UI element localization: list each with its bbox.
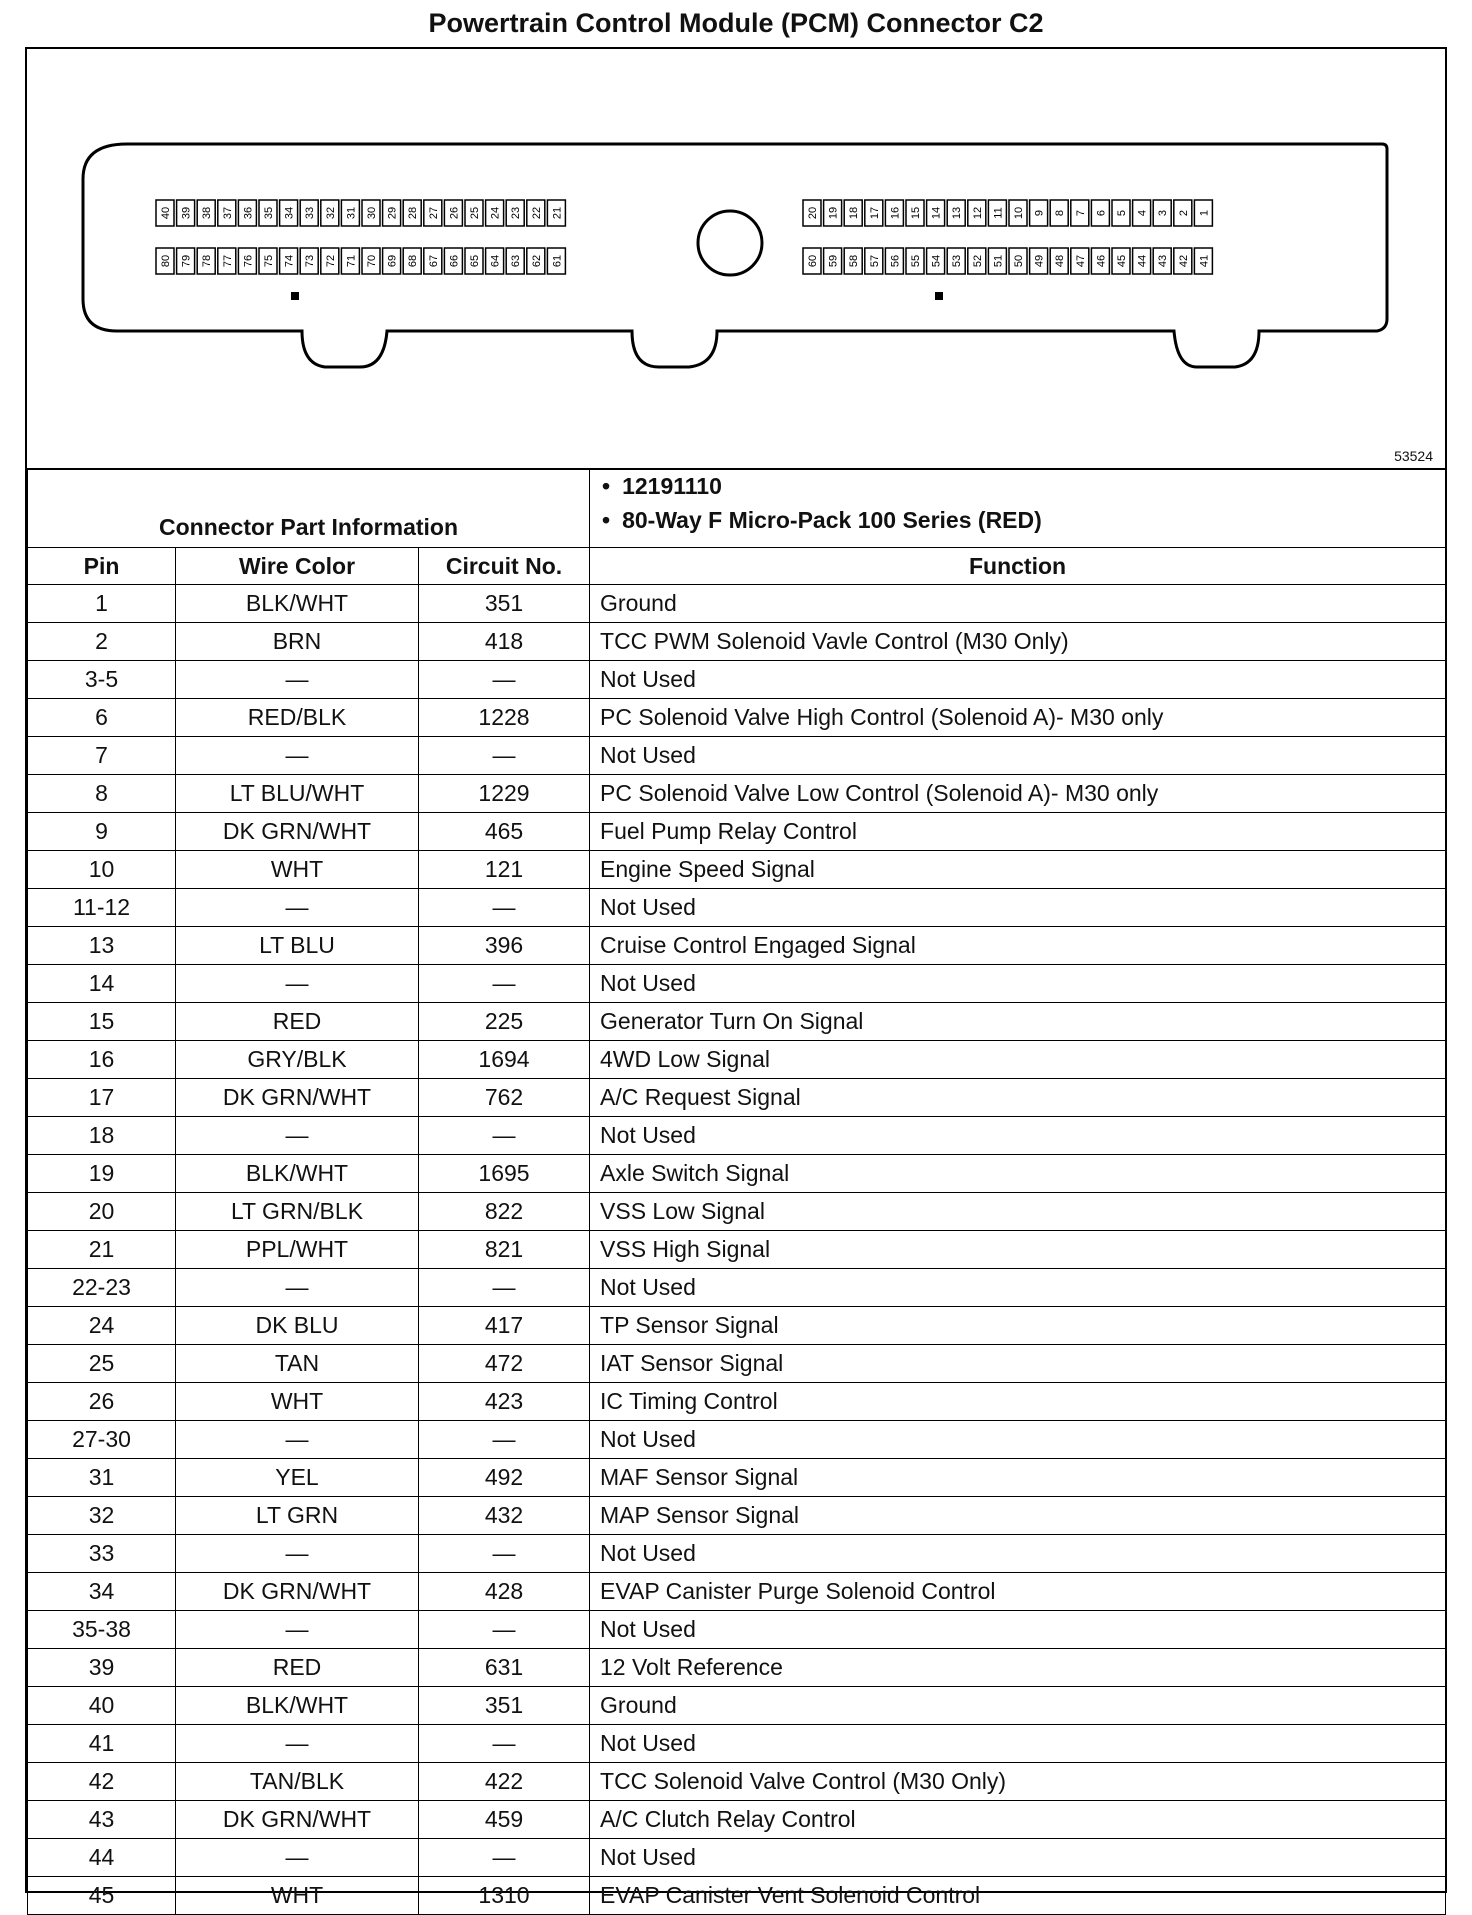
pin-number-label: 28: [407, 206, 420, 220]
table-row: [28, 927, 1446, 965]
table-row: [28, 1687, 1446, 1725]
circuit-cell: —: [419, 965, 590, 1003]
pin-number-label: 52: [971, 254, 984, 268]
wire-color-cell: GRY/BLK: [176, 1041, 419, 1079]
pin-cell: 15: [28, 1003, 176, 1041]
pin-number-label: 73: [304, 254, 317, 268]
wire-color-cell: LT GRN/BLK: [176, 1193, 419, 1231]
pin-number-label: 37: [221, 206, 234, 220]
wire-color-cell: BLK/WHT: [176, 1155, 419, 1193]
pin-number-label: 77: [221, 254, 234, 268]
pin-cell: 24: [28, 1307, 176, 1345]
pin-cell: 19: [28, 1155, 176, 1193]
function-cell: Not Used: [590, 1535, 1446, 1573]
circuit-cell: 225: [419, 1003, 590, 1041]
wire-color-cell: —: [176, 1421, 419, 1459]
connector-sheet: [25, 47, 1447, 1908]
circuit-cell: 472: [419, 1345, 590, 1383]
wire-color-cell: LT BLU: [176, 927, 419, 965]
circuit-cell: 396: [419, 927, 590, 965]
pin-number-label: 44: [1136, 254, 1149, 268]
function-cell: Generator Turn On Signal: [590, 1003, 1446, 1041]
table-row: [28, 1649, 1446, 1687]
function-cell: 4WD Low Signal: [590, 1041, 1446, 1079]
pin-cell: 3-5: [28, 661, 176, 699]
circuit-cell: 821: [419, 1231, 590, 1269]
pin-cell: 32: [28, 1497, 176, 1535]
pin-number-label: 10: [1013, 206, 1025, 220]
circuit-cell: 121: [419, 851, 590, 889]
connector-diagram: [27, 49, 1445, 470]
pin-cell: 1: [28, 585, 176, 623]
table-row: [28, 1839, 1446, 1877]
function-cell: A/C Clutch Relay Control: [590, 1801, 1446, 1839]
part-info-label: Connector Part Information: [28, 469, 590, 548]
table-row: [28, 623, 1446, 661]
pin-cell: 43: [28, 1801, 176, 1839]
pin-number-label: 6: [1095, 209, 1108, 217]
function-cell: TCC PWM Solenoid Vavle Control (M30 Only): [590, 623, 1446, 661]
function-cell: Not Used: [590, 661, 1446, 699]
function-cell: EVAP Canister Purge Solenoid Control: [590, 1573, 1446, 1611]
pin-number-label: 19: [827, 206, 840, 220]
pin-cell: 18: [28, 1117, 176, 1155]
pin-number-label: 78: [201, 254, 214, 268]
wire-color-cell: —: [176, 737, 419, 775]
circuit-cell: 418: [419, 623, 590, 661]
connector-face-drawing: [27, 49, 1445, 468]
pin-cell: 27-30: [28, 1421, 176, 1459]
circuit-cell: 465: [419, 813, 590, 851]
pinout-table: [27, 468, 1446, 1915]
table-row: [28, 965, 1446, 1003]
wire-color-cell: —: [176, 1269, 419, 1307]
circuit-cell: —: [419, 1269, 590, 1307]
pin-number-label: 38: [201, 206, 214, 220]
table-row: [28, 737, 1446, 775]
pin-number-label: 23: [510, 206, 523, 220]
pin-cell: 22-23: [28, 1269, 176, 1307]
key-marker-left: [291, 292, 299, 300]
circuit-cell: 1694: [419, 1041, 590, 1079]
pin-number-label: 61: [551, 254, 564, 268]
table-row: [28, 1003, 1446, 1041]
page-title: Powertrain Control Module (PCM) Connector C2: [428, 8, 1044, 38]
function-cell: Engine Speed Signal: [590, 851, 1446, 889]
wire-color-cell: —: [176, 661, 419, 699]
circuit-cell: —: [419, 889, 590, 927]
pin-number-label: 33: [304, 206, 317, 220]
pin-number-label: 58: [848, 254, 861, 268]
pin-cell: 11-12: [28, 889, 176, 927]
table-row: [28, 1079, 1446, 1117]
wire-color-cell: —: [176, 1117, 419, 1155]
table-row: [28, 585, 1446, 623]
circuit-cell: —: [419, 1117, 590, 1155]
pin-number-label: 69: [386, 254, 399, 268]
function-cell: IAT Sensor Signal: [590, 1345, 1446, 1383]
table-row: [28, 775, 1446, 813]
pin-number-label: 25: [469, 206, 481, 220]
pin-cell: 6: [28, 699, 176, 737]
function-cell: Not Used: [590, 1117, 1446, 1155]
key-marker-right: [935, 292, 943, 300]
wire-color-cell: WHT: [176, 1877, 419, 1915]
pin-number-label: 53: [951, 254, 964, 268]
pin-number-label: 72: [324, 254, 337, 268]
pin-number-label: 31: [345, 206, 358, 220]
wire-color-cell: DK GRN/WHT: [176, 1801, 419, 1839]
table-row: [28, 1877, 1446, 1915]
pin-number-label: 66: [448, 254, 461, 268]
pin-cell: 26: [28, 1383, 176, 1421]
pin-number-label: 80: [160, 254, 172, 268]
pin-number-label: 65: [469, 254, 481, 268]
pin-cell: 8: [28, 775, 176, 813]
circuit-cell: —: [419, 1611, 590, 1649]
pin-cell: 7: [28, 737, 176, 775]
pin-number-label: 45: [1116, 254, 1128, 268]
function-cell: Not Used: [590, 1269, 1446, 1307]
wire-color-cell: —: [176, 1611, 419, 1649]
wire-color-cell: —: [176, 889, 419, 927]
circuit-cell: 428: [419, 1573, 590, 1611]
circuit-cell: 459: [419, 1801, 590, 1839]
pin-number-label: 30: [366, 206, 378, 220]
pin-cell: 42: [28, 1763, 176, 1801]
wire-color-cell: RED: [176, 1649, 419, 1687]
table-row: [28, 1421, 1446, 1459]
header-pin: Pin: [28, 548, 176, 585]
pin-number-label: 51: [992, 254, 1005, 268]
function-cell: PC Solenoid Valve Low Control (Solenoid A)- M30 only: [590, 775, 1446, 813]
pin-number-label: 64: [489, 254, 502, 268]
table-row: [28, 813, 1446, 851]
part-info-values: [590, 469, 1446, 548]
pin-cell: 2: [28, 623, 176, 661]
table-row: [28, 1573, 1446, 1611]
figure-number: 53524: [1394, 448, 1433, 464]
wire-color-cell: BLK/WHT: [176, 1687, 419, 1725]
function-cell: TP Sensor Signal: [590, 1307, 1446, 1345]
pin-cell: 35-38: [28, 1611, 176, 1649]
pin-number-label: 34: [283, 206, 296, 220]
pin-number-label: 47: [1074, 254, 1087, 268]
wire-color-cell: YEL: [176, 1459, 419, 1497]
pin-cell: 34: [28, 1573, 176, 1611]
wire-color-cell: TAN: [176, 1345, 419, 1383]
pin-number-label: 42: [1177, 254, 1190, 268]
pin-number-label: 70: [366, 254, 378, 268]
wire-color-cell: PPL/WHT: [176, 1231, 419, 1269]
function-cell: Cruise Control Engaged Signal: [590, 927, 1446, 965]
table-row: [28, 1535, 1446, 1573]
pin-number-label: 40: [160, 206, 172, 220]
circuit-cell: 1310: [419, 1877, 590, 1915]
circuit-cell: 822: [419, 1193, 590, 1231]
pin-number-label: 35: [263, 206, 275, 220]
part-description: • 80-Way F Micro-Pack 100 Series (RED): [624, 503, 1445, 537]
function-cell: A/C Request Signal: [590, 1079, 1446, 1117]
pin-number-label: 20: [807, 206, 819, 220]
pin-number-label: 5: [1116, 209, 1128, 217]
pin-number-label: 9: [1033, 209, 1046, 217]
pin-number-label: 67: [427, 254, 440, 268]
table-row: [28, 1231, 1446, 1269]
wire-color-cell: DK GRN/WHT: [176, 1573, 419, 1611]
table-row: [28, 661, 1446, 699]
table-row: [28, 1611, 1446, 1649]
header-row: [28, 548, 1446, 585]
wire-color-cell: RED/BLK: [176, 699, 419, 737]
pin-number-label: 55: [910, 254, 922, 268]
pin-cell: 31: [28, 1459, 176, 1497]
circuit-cell: 423: [419, 1383, 590, 1421]
pin-number-label: 11: [992, 207, 1005, 219]
pin-cell: 39: [28, 1649, 176, 1687]
pin-number-label: 71: [345, 254, 358, 268]
wire-color-cell: RED: [176, 1003, 419, 1041]
pin-cell: 33: [28, 1535, 176, 1573]
function-cell: Not Used: [590, 737, 1446, 775]
circuit-cell: 1229: [419, 775, 590, 813]
pin-number-label: 54: [930, 254, 943, 268]
pin-number-label: 48: [1054, 254, 1067, 268]
circuit-cell: 1695: [419, 1155, 590, 1193]
pin-number-label: 56: [889, 254, 902, 268]
table-row: [28, 1155, 1446, 1193]
pin-number-label: 21: [551, 206, 564, 220]
pin-number-label: 12: [971, 206, 984, 220]
pin-cell: 20: [28, 1193, 176, 1231]
pin-number-label: 43: [1157, 254, 1170, 268]
wire-color-cell: —: [176, 1535, 419, 1573]
function-cell: VSS High Signal: [590, 1231, 1446, 1269]
pin-number-label: 4: [1136, 209, 1149, 217]
pin-cell: 13: [28, 927, 176, 965]
pin-cell: 40: [28, 1687, 176, 1725]
function-cell: Ground: [590, 1687, 1446, 1725]
function-cell: Not Used: [590, 1839, 1446, 1877]
function-cell: Not Used: [590, 1611, 1446, 1649]
pin-cell: 14: [28, 965, 176, 1003]
pin-number-label: 18: [848, 206, 861, 220]
circuit-cell: 417: [419, 1307, 590, 1345]
table-row: [28, 699, 1446, 737]
pin-number-label: 60: [807, 254, 819, 268]
pin-number-label: 3: [1157, 209, 1170, 217]
function-cell: Axle Switch Signal: [590, 1155, 1446, 1193]
pin-number-label: 2: [1177, 209, 1190, 217]
wire-color-cell: WHT: [176, 851, 419, 889]
header-circuit: Circuit No.: [419, 548, 590, 585]
circuit-cell: —: [419, 1421, 590, 1459]
function-cell: MAP Sensor Signal: [590, 1497, 1446, 1535]
pin-number-label: 27: [427, 206, 440, 220]
table-row: [28, 1307, 1446, 1345]
pin-number-label: 49: [1033, 254, 1046, 268]
wire-color-cell: DK GRN/WHT: [176, 1079, 419, 1117]
wire-color-cell: —: [176, 1725, 419, 1763]
pin-number-label: 7: [1074, 209, 1087, 217]
table-row: [28, 1497, 1446, 1535]
table-row: [28, 1383, 1446, 1421]
wire-color-cell: WHT: [176, 1383, 419, 1421]
pin-number-label: 59: [827, 254, 840, 268]
circuit-cell: 351: [419, 1687, 590, 1725]
function-cell: Ground: [590, 585, 1446, 623]
table-row: [28, 889, 1446, 927]
pin-number-label: 16: [889, 206, 902, 220]
table-row: [28, 1725, 1446, 1763]
header-wire-color: Wire Color: [176, 548, 419, 585]
wire-color-cell: BRN: [176, 623, 419, 661]
circuit-cell: 492: [419, 1459, 590, 1497]
function-cell: TCC Solenoid Valve Control (M30 Only): [590, 1763, 1446, 1801]
pin-number-label: 57: [868, 254, 881, 268]
pin-number-label: 68: [407, 254, 420, 268]
pin-cell: 21: [28, 1231, 176, 1269]
wire-color-cell: DK BLU: [176, 1307, 419, 1345]
function-cell: VSS Low Signal: [590, 1193, 1446, 1231]
part-info-row: [28, 469, 1446, 548]
pin-number-label: 32: [324, 206, 337, 220]
pin-number-label: 15: [910, 206, 922, 220]
wire-color-cell: LT BLU/WHT: [176, 775, 419, 813]
pin-number-label: 17: [868, 206, 881, 220]
circuit-cell: —: [419, 1725, 590, 1763]
pin-number-label: 62: [530, 254, 543, 268]
function-cell: PC Solenoid Valve High Control (Solenoid A)- M30 only: [590, 699, 1446, 737]
pin-number-label: 36: [242, 206, 255, 220]
pin-cell: 16: [28, 1041, 176, 1079]
table-row: [28, 1269, 1446, 1307]
function-cell: EVAP Canister Vent Solenoid Control: [590, 1877, 1446, 1915]
circuit-cell: 351: [419, 585, 590, 623]
table-row: [28, 1193, 1446, 1231]
circuit-cell: 432: [419, 1497, 590, 1535]
pin-number-label: 63: [510, 254, 523, 268]
circuit-cell: 762: [419, 1079, 590, 1117]
function-cell: Not Used: [590, 1421, 1446, 1459]
function-cell: 12 Volt Reference: [590, 1649, 1446, 1687]
pin-cell: 17: [28, 1079, 176, 1117]
header-function: Function: [590, 548, 1446, 585]
wire-color-cell: DK GRN/WHT: [176, 813, 419, 851]
pin-cell: 45: [28, 1877, 176, 1915]
function-cell: MAF Sensor Signal: [590, 1459, 1446, 1497]
function-cell: IC Timing Control: [590, 1383, 1446, 1421]
pin-cell: 41: [28, 1725, 176, 1763]
table-row: [28, 1763, 1446, 1801]
circuit-cell: —: [419, 1535, 590, 1573]
table-row: [28, 1345, 1446, 1383]
pin-number-label: 46: [1095, 254, 1108, 268]
pin-cell: 44: [28, 1839, 176, 1877]
pin-number-label: 41: [1198, 254, 1211, 268]
pin-number-label: 22: [530, 206, 543, 220]
table-row: [28, 1041, 1446, 1079]
pin-number-label: 74: [283, 254, 296, 268]
pin-number-label: 24: [489, 206, 502, 220]
pin-number-label: 14: [930, 206, 943, 220]
pin-cell: 9: [28, 813, 176, 851]
wire-color-cell: —: [176, 1839, 419, 1877]
pin-number-label: 39: [180, 206, 193, 220]
pin-number-label: 79: [180, 254, 193, 268]
function-cell: Not Used: [590, 965, 1446, 1003]
function-cell: Not Used: [590, 1725, 1446, 1763]
pin-number-label: 76: [242, 254, 255, 268]
wire-color-cell: —: [176, 965, 419, 1003]
table-row: [28, 1459, 1446, 1497]
part-number: • 12191110: [624, 469, 1445, 503]
center-post-circle: [698, 211, 762, 275]
wire-color-cell: TAN/BLK: [176, 1763, 419, 1801]
circuit-cell: 1228: [419, 699, 590, 737]
pin-cell: 25: [28, 1345, 176, 1383]
pin-number-label: 8: [1054, 209, 1067, 217]
pin-cell: 10: [28, 851, 176, 889]
circuit-cell: 631: [419, 1649, 590, 1687]
circuit-cell: —: [419, 661, 590, 699]
pin-number-label: 26: [448, 206, 461, 220]
pin-number-label: 1: [1198, 209, 1211, 217]
table-row: [28, 851, 1446, 889]
circuit-cell: —: [419, 737, 590, 775]
circuit-cell: —: [419, 1839, 590, 1877]
pin-number-label: 13: [951, 206, 964, 220]
function-cell: Not Used: [590, 889, 1446, 927]
wire-color-cell: BLK/WHT: [176, 585, 419, 623]
pin-number-label: 75: [263, 254, 275, 268]
wire-color-cell: LT GRN: [176, 1497, 419, 1535]
pin-number-label: 50: [1013, 254, 1025, 268]
table-row: [28, 1117, 1446, 1155]
function-cell: Fuel Pump Relay Control: [590, 813, 1446, 851]
table-row: [28, 1801, 1446, 1839]
pin-number-label: 29: [386, 206, 399, 220]
circuit-cell: 422: [419, 1763, 590, 1801]
